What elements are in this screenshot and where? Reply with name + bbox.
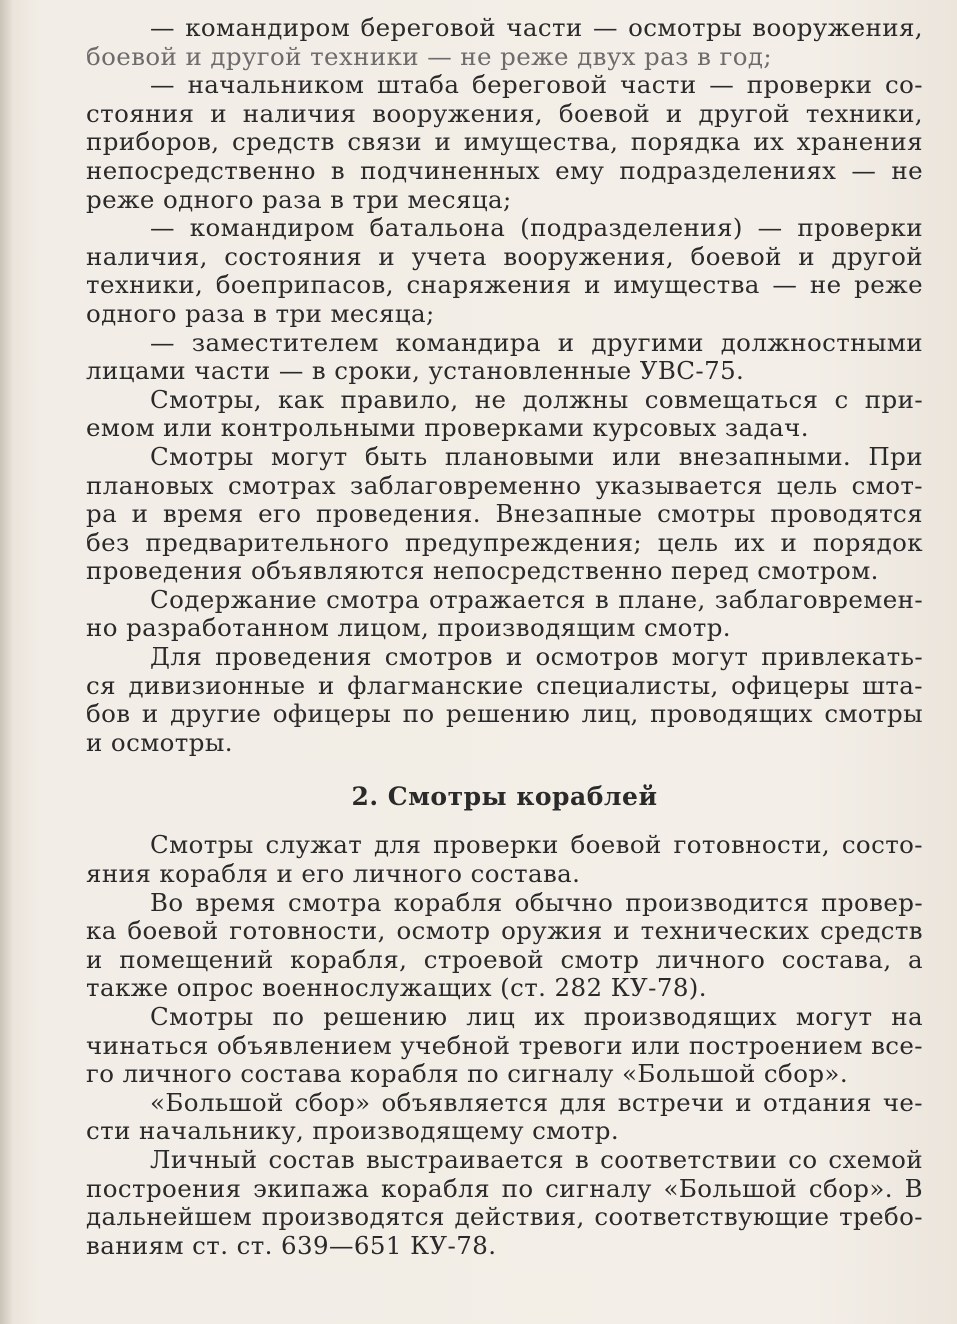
text-line: Смотры, как правило, не должны совмещаться с при- — [150, 384, 923, 414]
text-line: также опрос военнослужащих (ст. 282 КУ-78). — [86, 973, 707, 1003]
text-line: Смотры могут быть плановыми или внезапными. При — [150, 441, 923, 471]
text-line: приборов, средств связи и имущества, порядка их хранения — [86, 127, 923, 157]
text-line: без предварительного предупреждения; цель их и порядок — [86, 527, 923, 557]
text-line: дальнейшем производятся действия, соответствующие требо- — [86, 1202, 923, 1232]
text-line: реже одного раза в три месяца; — [86, 184, 512, 214]
text-line: ся дивизионные и флагманские специалисты, офицеры шта- — [86, 670, 923, 700]
text-line: яния корабля и его личного состава. — [86, 859, 581, 889]
text-line: — заместителем командира и другими должностными — [150, 327, 923, 357]
section-gap — [86, 757, 923, 775]
text-line: Для проведения смотров и осмотров могут привлекать- — [150, 642, 923, 672]
page-binding-edge — [0, 0, 12, 1324]
text-line: техники, боеприпасов, снаряжения и имущества — не реже — [86, 270, 923, 300]
text-line: ра и время его проведения. Внезапные смотры проводятся — [86, 499, 923, 529]
text-line: непосредственно в подчиненных ему подразделениях — не — [86, 155, 923, 185]
text-line: емом или контрольными проверками курсовых задач. — [86, 413, 809, 443]
text-line: одного раза в три месяца; — [86, 298, 435, 328]
text-line: го личного состава корабля по сигналу «Большой сбор». — [86, 1059, 849, 1089]
text-line: — командиром береговой части — осмотры вооружения, — [150, 13, 923, 42]
text-line: плановых смотрах заблаговременно указывается цель смот- — [86, 470, 923, 500]
text-line: Во время смотра корабля обычно производится провер- — [150, 887, 923, 917]
text-line: чинаться объявлением учебной тревоги или построением все- — [86, 1030, 923, 1060]
text-line: стояния и наличия вооружения, боевой и другой техники, — [86, 98, 923, 128]
text-line: построения экипажа корабля по сигналу «Большой сбор». В — [86, 1173, 923, 1203]
text-line: Содержание смотра отражается в плане, заблаговремен- — [150, 584, 923, 614]
section-1-body — [86, 14, 923, 757]
text-line: бов и другие офицеры по решению лиц, проводящих смотры — [86, 699, 923, 729]
text-line: ка боевой готовности, осмотр оружия и технических средств — [86, 916, 923, 946]
text-line: — командиром батальона (подразделения) — проверки — [150, 213, 923, 243]
text-line: боевой и другой техники — не реже двух раз в год; — [86, 41, 772, 71]
text-line: — начальником штаба береговой части — проверки со- — [150, 70, 923, 100]
text-line: и помещений корабля, строевой смотр личного состава, а — [86, 944, 923, 974]
text-line: Личный состав выстраивается в соответствии со схемой — [150, 1144, 923, 1174]
text-line: наличия, состояния и учета вооружения, боевой и другой — [86, 241, 923, 271]
text-line: но разработанном лицом, производящим смотр. — [86, 613, 732, 643]
text-line: Смотры служат для проверки боевой готовности, состо- — [150, 830, 923, 860]
section-2-body — [86, 831, 923, 1260]
text-line: и осмотры. — [86, 727, 233, 757]
text-line: «Большой сбор» объявляется для встречи и отдания че- — [150, 1087, 923, 1117]
text-line: проведения объявляются непосредственно перед смотром. — [86, 556, 879, 586]
text-line: лицами части — в сроки, установленные УВС-75. — [86, 356, 745, 386]
section-heading: 2. Смотры кораблей — [351, 782, 658, 812]
text-line: сти начальнику, производящему смотр. — [86, 1116, 620, 1146]
text-line: Смотры по решению лиц их производящих могут на — [150, 1002, 923, 1031]
text-line: ваниям ст. ст. 639—651 КУ-78. — [86, 1230, 497, 1260]
